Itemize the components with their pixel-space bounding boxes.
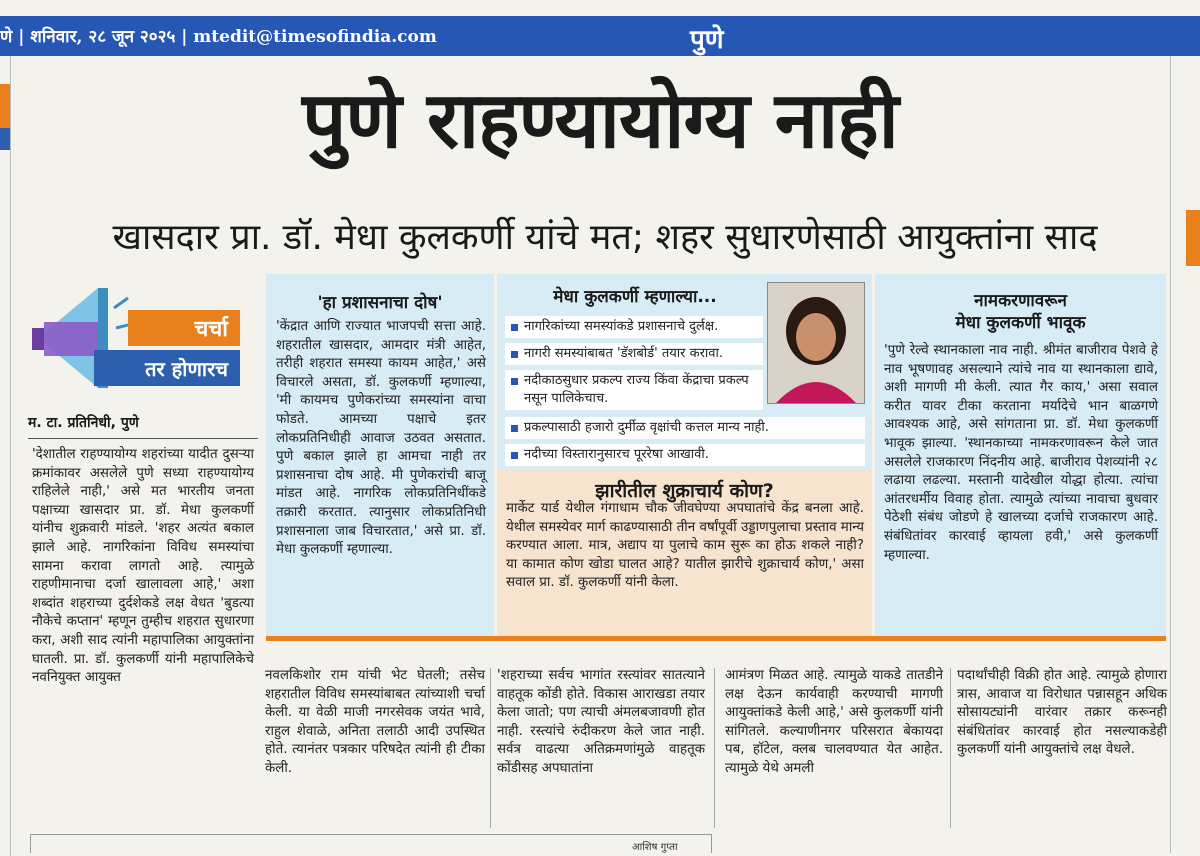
box-a-title: 'हा प्रशासनाचा दोष' [317, 293, 443, 313]
right-column-divider [1170, 56, 1171, 853]
bullet-square-icon [511, 351, 518, 358]
list-item: नागरिकांच्या समस्यांकडे प्रशासनाचे दुर्लक्ष. [505, 316, 763, 338]
column-divider [950, 668, 951, 828]
bullet-square-icon [511, 425, 518, 432]
boxes-bottom-rule [266, 636, 1166, 641]
subheadline: खासदार प्रा. डॉ. मेधा कुलकर्णी यांचे मत; शहर सुधारणेसाठी आयुक्तांना साद [112, 217, 1098, 258]
edition-city: पुणे [690, 25, 724, 55]
list-item: नागरी समस्यांबाबत 'डॅशबोर्ड' तयार करावा. [505, 343, 763, 365]
list-item: नदीकाठसुधार प्रकल्प राज्य किंवा केंद्राचा प्रकल्प नसून पालिकेचाच. [505, 370, 763, 410]
next-story-frame [30, 834, 712, 853]
portrait-photo [767, 282, 865, 404]
box-c-text: मार्केट यार्ड येथील गंगाधाम चौक जीवघेण्या अपघातांचे केंद्र बनला आहे. येथील समस्येवर मार्ग काढण्यासाठी तीन वर्षांपूर्वी उड्डाणपुलाचा प्रस्ताव मान्य करण्यात आला. मात्र, अद्याप या पुलाचे काम सुरू का होऊ शकले नाही? या कामात कोण खोडा घालत आहे? यातील झारीचे शुक्राचार्य कोण,' असा सवाल प्रा. डॉ. कुलकर्णी यांनी केला. [506, 501, 864, 591]
date-line: णे | शनिवार, २८ जून २०२५ | mtedit@timesofindia.com [0, 27, 437, 47]
box-d-title-line-1: नामकरणावरून [974, 291, 1067, 311]
person-photo-icon [768, 283, 864, 403]
box-d-text: 'पुणे रेल्वे स्थानकाला नाव नाही. श्रीमंत बाजीराव पेशवे हे नाव भूषणावह असल्याने त्यांचे नाव या स्थानकाला द्यावे, अशी मागणी मी केली. त्यात गैर काय,' असा सवाल करीत यावर टीका करताना मर्यादेचे भान बाळगणे आवश्यक आहे, असे सांगताना प्रा. डॉ. मेधा कुलकर्णी भावूक झाल्या. 'स्थानकाच्या नामकरणावरून केले जात असलेले राजकारण निंदनीय आहे. बाजीराव पेशव्यांनी २८ लढाया लढल्या. मस्तानी यादेखील योद्धा होत्या. त्यांचा आंतरधर्मीय विवाह होता. त्यामुळे त्यांच्या नावाचा बुधवार पेठेशी संबंध जोडणे हे खालच्या दर्जाचे राजकारण आहे. संबंधितांवर कारवाई व्हायला हवी,' असे कुलकर्णी म्हणाल्या. [884, 343, 1158, 563]
box-c-title: झारीतील शुक्राचार्य कोण? [595, 480, 774, 502]
column-divider [714, 668, 715, 828]
right-edge-accent [1186, 210, 1200, 266]
left-edge-accent [0, 84, 10, 128]
key-points-list-continued [505, 417, 865, 471]
box-a-text: 'केंद्रात आणि राज्यात भाजपची सत्ता आहे. शहरातील खासदार, आमदार मंत्री आहेत, तरीही शहरात समस्या कायम आहेत,' असे विचारले असता, डॉ. कुलकर्णी म्हणाल्या, 'मी कायमच पुणेकरांच्या समस्यांना वाचा फोडते. आमच्या पक्षाचे इतर लोकप्रतिनिधीही आवाज उठवत असतात. पुणे बकाल झाले हा आमचा नाही तर प्रशासनाचा दोष आहे. मी पुणेकरांची बाजू मांडत आहे. नागरिक लोकप्रतिनिधींकडे तक्रारी करतात. त्यानुसार लोकप्रतिनिधी प्रशासनाला जाब विचारतात,' असे प्रा. डॉ. मेधा कुलकर्णी म्हणाल्या. [276, 319, 486, 558]
graphic-label-bottom: तर होणारच [145, 357, 228, 381]
article-column-5: पदार्थांचीही विक्री होत आहे. त्यामुळे होणारा त्रास, आवाज या विरोधात पन्नासहून अधिक सोसायट्यांनी वारंवार तक्रार करूनही संबंधितांवर कारवाई होत नसल्याकडेही कुलकर्णी यांनी आयुक्तांचे लक्ष वेधले. [957, 668, 1167, 758]
discussion-graphic [28, 278, 258, 398]
article-column-2: नवलकिशोर राम यांची भेट घेतली; तसेच शहरातील विविध समस्यांबाबत त्यांच्याशी चर्चा केली. या वेळी माजी नगरसेवक जयंत भावे, राहुल शेवाळे, अनिता तलाठी आदी उपस्थित होते. त्यानंतर पत्रकार परिषदेत त्यांनी ही टीका केली. [265, 668, 485, 776]
list-item: नदीच्या विस्तारानुसारच पूररेषा आखावी. [505, 444, 865, 466]
column-divider [490, 668, 491, 828]
key-points-list [505, 316, 763, 415]
article-column-3: 'शहराच्या सर्वच भागांत रस्त्यांवर सातत्याने वाहतूक कोंडी होते. विकास आराखडा तयार केला जातो; पण त्याची अंमलबजावणी होत नाही. रस्त्यांचे रुंदीकरण केले जात नाही. सर्वत्र वाढत्या अतिक्रमणांमुळे वाहतूक कोंडीसह अपघातांना [497, 668, 705, 776]
byline: म. टा. प्रतिनिधी, पुणे [28, 413, 258, 439]
headline: पुणे राहण्यायोग्य नाही [302, 76, 898, 166]
left-page-edge [0, 56, 11, 856]
box-d-title [875, 290, 1166, 334]
article-column-1: 'देशातील राहण्यायोग्य शहरांच्या यादीत दुसऱ्या क्रमांकावर असलेले पुणे सध्या राहण्यायोग्य राहिलेले नाही,' असे मत भारतीय जनता पक्षाच्या खासदार प्रा. डॉ. मेधा कुलकर्णी यांनीच शुक्रवारी मांडले. 'शहर अत्यंत बकाल झाले आहे. नागरिकांना विविध समस्यांचा सामना करावा लागतो आहे. त्यामुळे राहणीमानाचा दर्जा खालावला आहे,' अशा शब्दांत शहराच्या दुर्दशेकडे लक्ष वेधत 'बुडत्या नौकेचे कप्तान' म्हणून तुम्हीच शहरात सुधारणा करा, अशी साद त्यांनी महापालिका आयुक्तांना घातली. प्रा. डॉ. कुलकर्णी यांनी महापालिकेचे नवनियुक्त आयुक्त [32, 447, 254, 686]
box-d-title-line-2: मेधा कुलकर्णी भावूक [955, 313, 1086, 333]
left-edge-accent-blue [0, 128, 10, 150]
article-column-4: आमंत्रण मिळत आहे. त्यामुळे याकडे तातडीने लक्ष देऊन कार्यवाही करण्याची मागणी आयुक्तांकडे केली आहे,' असे कुलकर्णी यांनी सांगितले. कल्याणीनगर परिसरात बेकायदा पब, हॉटेल, क्लब चालवण्यात येत आहेत. त्यामुळे येथे अमली [725, 668, 943, 776]
bullet-square-icon [511, 324, 518, 331]
box-b-title: मेधा कुलकर्णी म्हणाल्या... [553, 287, 717, 307]
graphic-label-top: चर्चा [194, 317, 228, 342]
bullet-square-icon [511, 452, 518, 459]
megaphone-icon [28, 278, 258, 398]
bullet-square-icon [511, 378, 518, 385]
photo-credit: आशिष गुप्ता [632, 842, 678, 853]
list-item: प्रकल्पासाठी हजारो दुर्मीळ वृक्षांची कत्तल मान्य नाही. [505, 417, 865, 439]
